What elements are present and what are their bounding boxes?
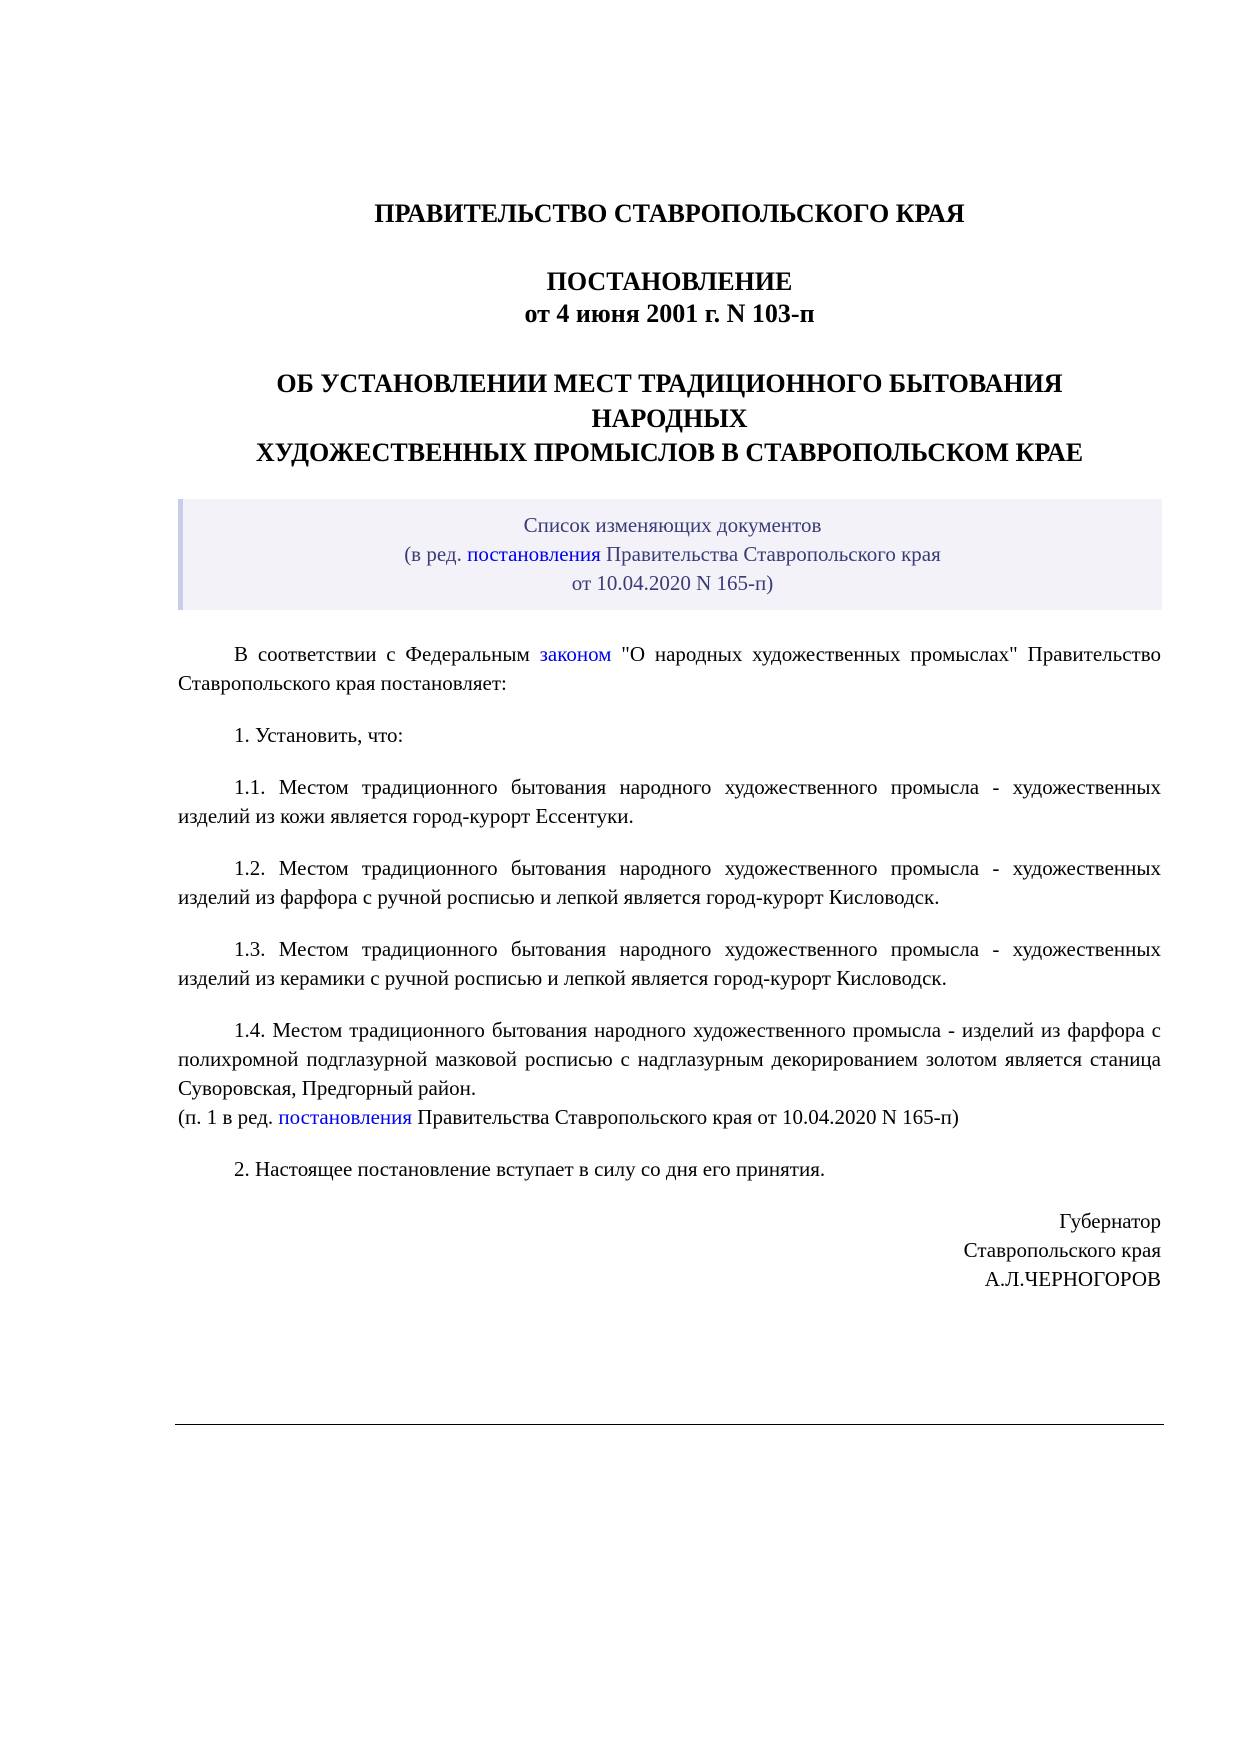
clause-1-4: 1.4. Местом традиционного бытования народного художественного промысла - изделий из фарфора с полихромной подглазурной мазковой росписью с надглазурным декорированием золотом является станица Суворовская, Предгорный район. bbox=[178, 1018, 1161, 1100]
document-date: от 4 июня 2001 г. N 103-п bbox=[524, 299, 815, 328]
clause-1-1: 1.1. Местом традиционного бытования народного художественного промысла - художественных изделий из кожи является город-курорт Ессентуки. bbox=[178, 775, 1161, 828]
signature-block: Губернатор Ставропольского края А.Л.ЧЕРНОГОРОВ bbox=[963, 1209, 1161, 1291]
clause-1-2: 1.2. Местом традиционного бытования народного художественного промысла - художественных изделий из фарфора с ручной росписью и лепкой является город-курорт Кисловодск. bbox=[178, 856, 1161, 909]
note-link[interactable]: постановления bbox=[278, 1105, 413, 1129]
clause-1: 1. Установить, что: bbox=[234, 723, 404, 747]
organization-name: ПРАВИТЕЛЬСТВО СТАВРОПОЛЬСКОГО КРАЯ bbox=[374, 199, 965, 228]
amendments-title: Список изменяющих документов bbox=[523, 513, 822, 537]
document-body bbox=[178, 640, 1161, 1294]
clause-2: 2. Настоящее постановление вступает в силу со дня его принятия. bbox=[234, 1157, 826, 1181]
law-link[interactable]: законом bbox=[539, 642, 612, 666]
document-type: ПОСТАНОВЛЕНИЕ bbox=[546, 267, 793, 296]
amendment-note: (п. 1 в ред. постановления Правительства Ставропольского края от 10.04.2020 N 165-п) bbox=[178, 1105, 959, 1129]
amendment-link[interactable]: постановления bbox=[467, 542, 601, 566]
intro-paragraph: В соответствии с Федеральным законом "О народных художественных промыслах" Правительство Ставропольского края постановляет: bbox=[178, 642, 1161, 695]
divider bbox=[175, 1424, 1164, 1425]
document-title: ОБ УСТАНОВЛЕНИИ МЕСТ ТРАДИЦИОННОГО БЫТОВАНИЯ НАРОДНЫХ ХУДОЖЕСТВЕННЫХ ПРОМЫСЛОВ В СТАВРОПОЛЬСКОМ КРАЕ bbox=[255, 369, 1084, 467]
clause-1-3: 1.3. Местом традиционного бытования народного художественного промысла - художественных изделий из керамики с ручной росписью и лепкой является город-курорт Кисловодск. bbox=[178, 937, 1161, 990]
amendments-box: Список изменяющих документов (в ред. постановления Правительства Ставропольского края от 10.04.2020 N 165-п) bbox=[178, 499, 1162, 610]
